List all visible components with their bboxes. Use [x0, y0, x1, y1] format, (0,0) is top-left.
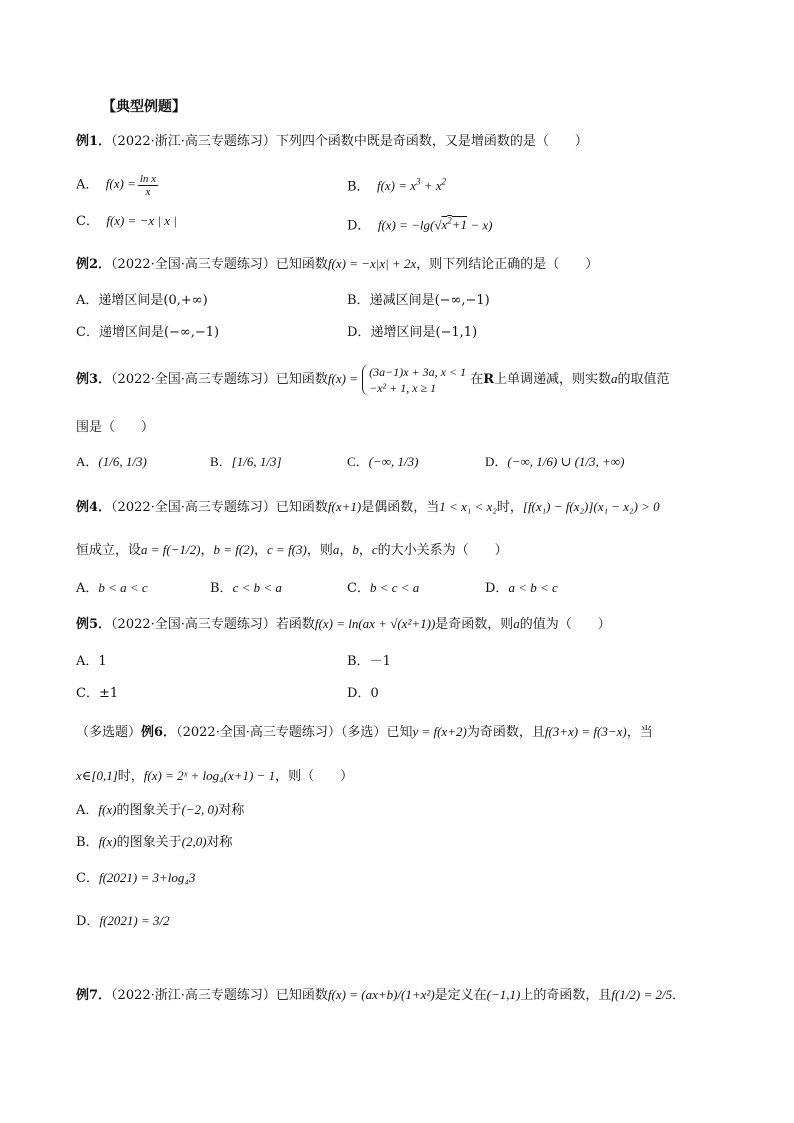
option-b: B．c < b < a: [210, 580, 282, 596]
option-d: D．0: [347, 686, 379, 701]
piecewise-formula: (3a−1)x + 3a, x < 1 −x² + 1, x ≥ 1: [362, 364, 466, 396]
option-d: D．a < b < c: [485, 580, 558, 596]
option-b: B．f(x)的图象关于(2,0)对称: [76, 834, 233, 850]
option-c: C．递增区间是(−∞,−1): [76, 325, 220, 340]
example-5-question: 例5．（2022·全国·高三专题练习）若函数f(x) = ln(ax + √(x²+1))是奇函数，则a的值为（ ）: [76, 616, 611, 632]
option-a: A．b < a < c: [76, 580, 148, 596]
formula: f(x) = −x | x |: [103, 213, 177, 228]
option-a: A．(1/6, 1/3): [76, 454, 147, 469]
example-7-question: 例7．（2022·浙江·高三专题练习）已知函数f(x) = (ax+b)/(1+x²)是定义在(−1,1)上的奇函数，且f(1/2) = 2/5．: [76, 987, 686, 1003]
option-c: C．(−∞, 1/3): [347, 454, 419, 469]
formula: $f(x) = -\lg(√x^2+1 - x)$: [374, 216, 493, 233]
option-b: B．[1/6, 1/3]: [210, 454, 282, 469]
formula: $f(x) = x^3 + x^2$: [373, 177, 447, 194]
option-c: C．b < c < a: [347, 580, 420, 596]
formula: f(x) = $\frac{\text{ln x}}{x}$: [102, 173, 157, 198]
example-3-question: 例3．（2022·全国·高三专题练习）已知函数f(x) = (3a−1)x + 3a, x < 1 −x² + 1, x ≥ 1 在R上单调递减，则实数a的取值范: [76, 364, 670, 395]
option-d: D．f(2021) = 3/2: [76, 913, 170, 929]
example-2-question: 例2．（2022·全国·高三专题练习）已知函数f(x) = −x|x| + 2x，则下列结论正确的是（ ）: [76, 256, 599, 272]
example-label: 例1．: [76, 134, 112, 149]
option-d: D．递增区间是(−1,1): [347, 325, 478, 340]
option-a: A． f(x) = $\frac{\text{ln x}}{x}$: [76, 173, 160, 198]
example-6-question: （多选题）例6．（2022·全国·高三专题练习）（多选）已知y = f(x+2)为奇函数，且f(3+x) = f(3−x)，当: [76, 724, 653, 740]
formula: f(x) = −x|x| + 2x: [327, 256, 417, 271]
option-a: A．1: [76, 654, 107, 669]
section-title: 【典型例题】: [102, 99, 186, 115]
option-b: B． $f(x) = x^3 + x^2$: [347, 177, 447, 195]
option-a: A．递增区间是(0,+∞): [76, 293, 208, 308]
option-a: A．f(x)的图象关于(−2, 0)对称: [76, 802, 245, 818]
option-c: C．f(2021) = 3+log₄3: [76, 870, 196, 886]
option-d: D．(−∞, 1/6) ∪ (1/3, +∞): [485, 454, 625, 469]
option-c: C．±1: [76, 686, 119, 701]
example-source: （2022·浙江·高三专题练习）: [111, 134, 276, 149]
example-1-question: [76, 133, 588, 151]
option-c: C． f(x) = −x | x |: [76, 213, 177, 229]
option-d: D． $f(x) = -\lg(√x^2+1 - x)$: [347, 216, 493, 234]
example-4-question: 例4．（2022·全国·高三专题练习）已知函数f(x+1)是偶函数，当1 < x₁ < x₂时，[f(x₁) − f(x₂)](x₁ − x₂) > 0: [76, 499, 660, 515]
example-3-continuation: 围是（ ）: [76, 420, 155, 435]
option-b: B．－1: [347, 654, 391, 669]
example-4-continuation: 恒成立，设a = f(−1/2)，b = f(2)，c = f(3)，则a，b，c的大小关系为（ ）: [76, 542, 508, 558]
option-b: B．递减区间是(−∞,−1): [347, 293, 490, 308]
question-text: 下列四个函数中既是奇函数，又是增函数的是（ ）: [275, 134, 588, 149]
example-6-continuation: x∈[0,1]时，f(x) = 2ˣ + log₄(x+1) − 1，则（ ）: [76, 768, 354, 784]
